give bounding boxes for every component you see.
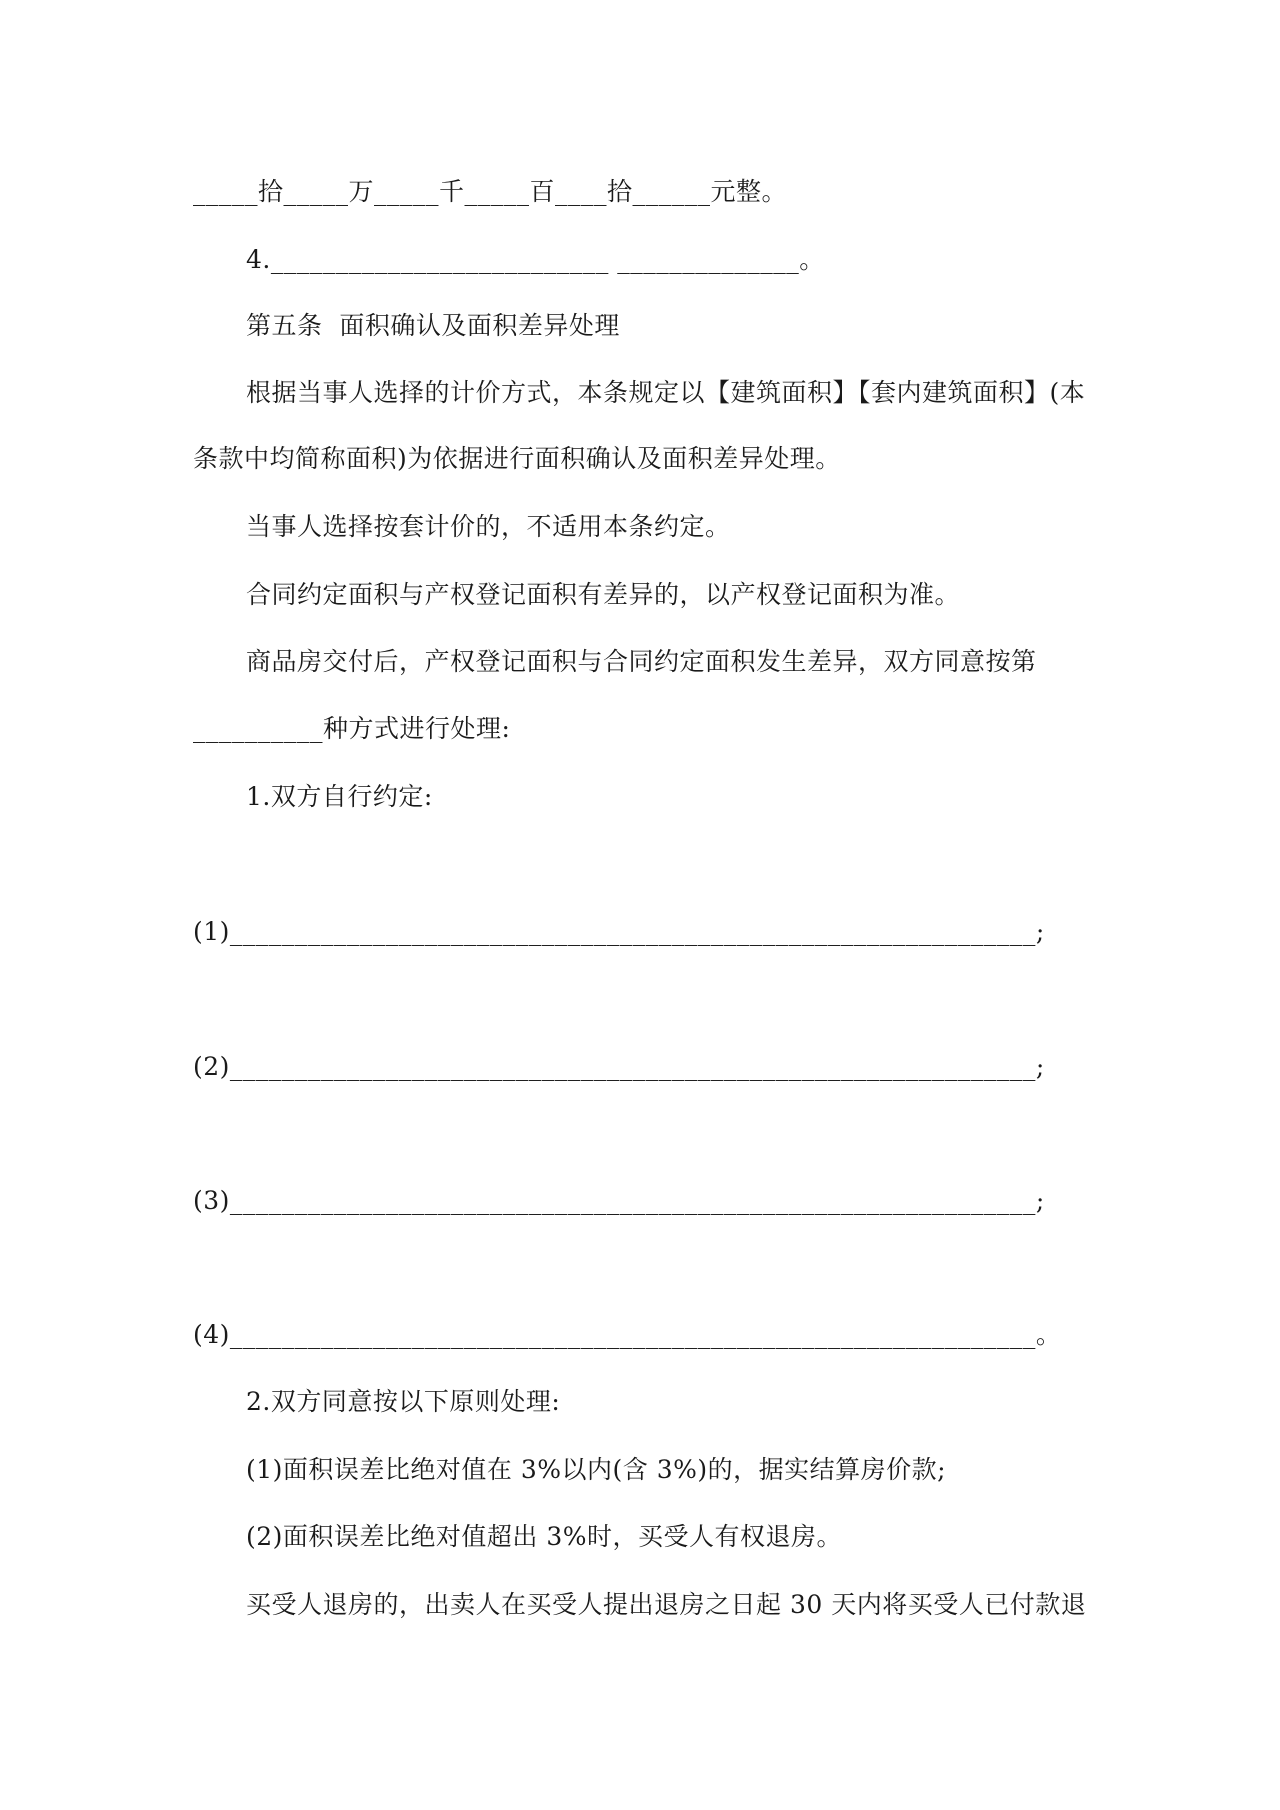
paragraph-registered-area: 合同约定面积与产权登记面积有差异的，以产权登记面积为准。 (246, 580, 961, 609)
principle-2: (2)面积误差比绝对值超出 3%时，买受人有权退房。 (246, 1522, 843, 1551)
paragraph-area-difference-2: __________种方式进行处理: (193, 714, 511, 743)
item-4-blank-line: 4.__________________________ ______________。 (246, 245, 825, 274)
paragraph-per-unit-pricing: 当事人选择按套计价的，不适用本条约定。 (246, 512, 731, 541)
article-5-heading: 第五条 面积确认及面积差异处理 (246, 311, 620, 340)
blank-clause-3: (3)______________________________________________________________; (193, 1186, 1045, 1215)
paragraph-refund: 买受人退房的，出卖人在买受人提出退房之日起 30 天内将买受人已付款退 (246, 1590, 1087, 1619)
paragraph-pricing-basis-2: 条款中均简称面积)为依据进行面积确认及面积差异处理。 (193, 444, 841, 473)
blank-clause-1: (1)______________________________________________________________; (193, 917, 1045, 946)
principle-1: (1)面积误差比绝对值在 3%以内(含 3%)的，据实结算房价款; (246, 1455, 947, 1484)
paragraph-pricing-basis-1: 根据当事人选择的计价方式，本条规定以【建筑面积】【套内建筑面积】(本 (246, 378, 1086, 407)
paragraph-area-difference-1: 商品房交付后，产权登记面积与合同约定面积发生差异，双方同意按第 (246, 647, 1037, 676)
blank-clause-2: (2)______________________________________________________________; (193, 1052, 1045, 1081)
amount-in-words-line: _____拾_____万_____千_____百____拾______元整。 (193, 177, 788, 206)
blank-clause-4: (4)______________________________________________________________。 (193, 1320, 1062, 1349)
option-1-heading: 1.双方自行约定: (246, 782, 433, 811)
option-2-heading: 2.双方同意按以下原则处理: (246, 1387, 561, 1416)
